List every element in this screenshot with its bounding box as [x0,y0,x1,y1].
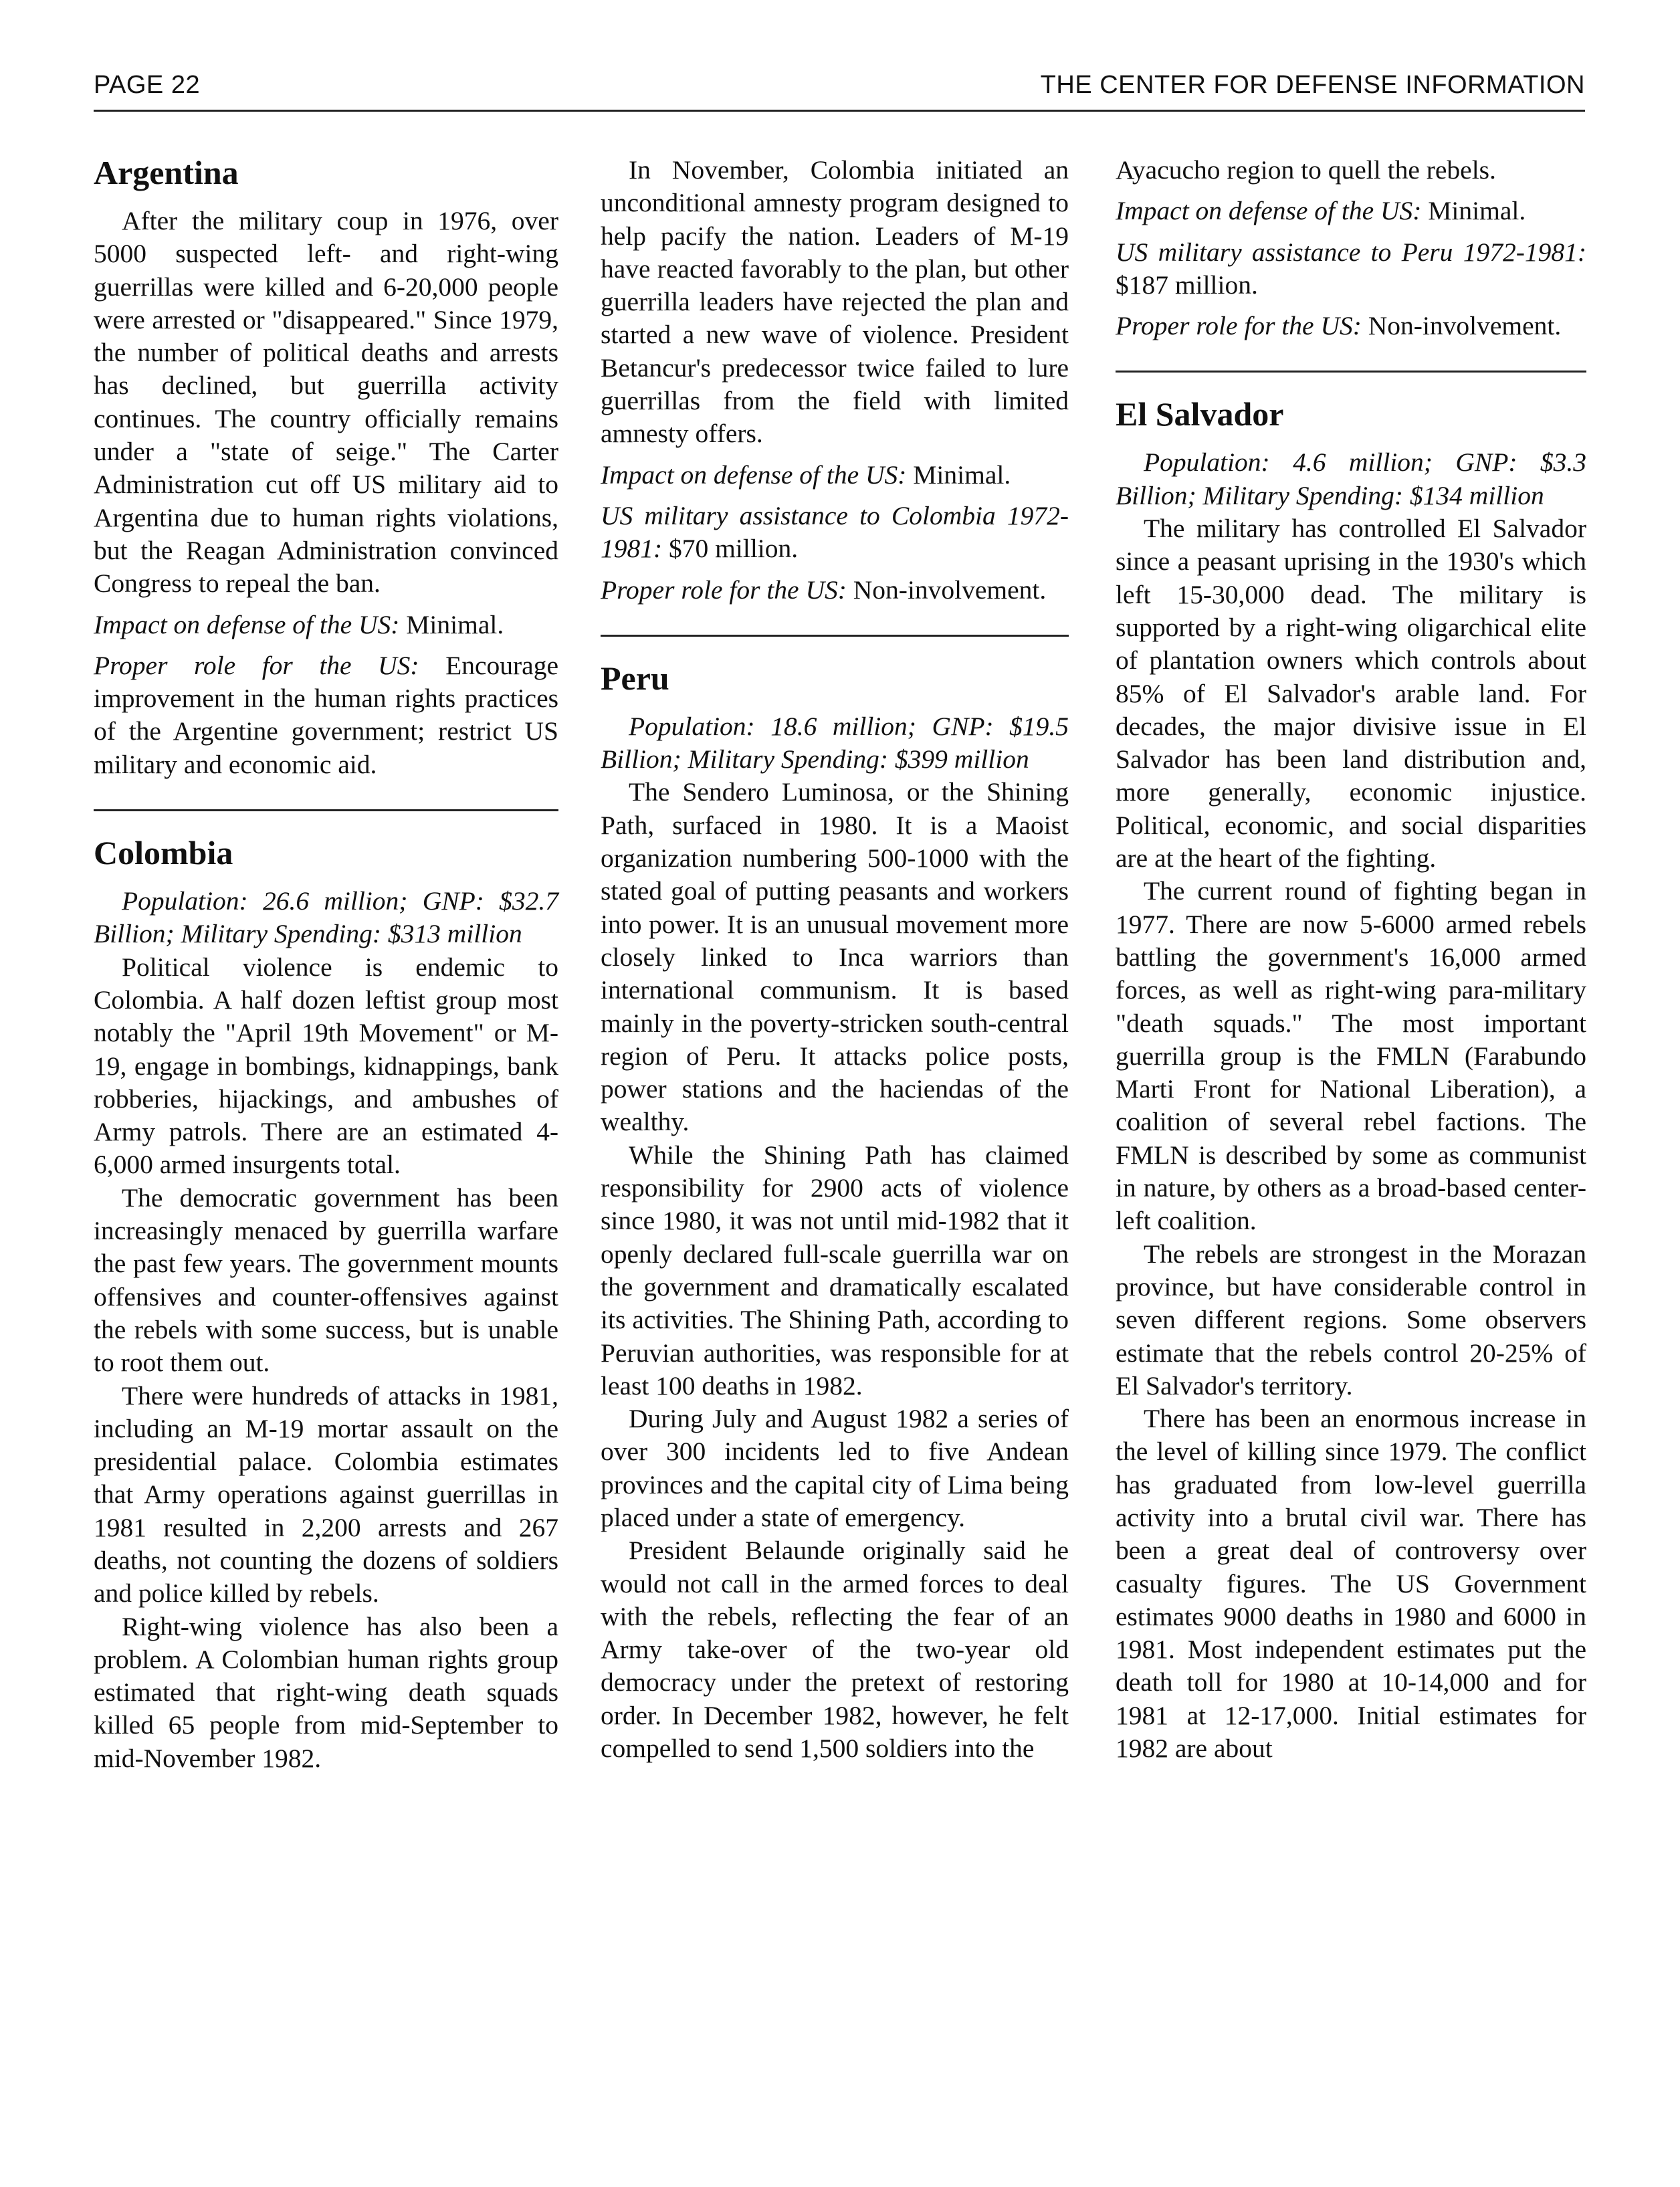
peru-impact [1116,195,1586,227]
peru-paragraph-1: The Sendero Luminosa, or the Shining Path, surfaced in 1980. It is a Maoist organization numbering 500-1000 with the stated goal of putting peasants and workers into power. It is an unusual movement more closely linked to Inca warriors than international communism. It is based mainly in the poverty-stricken south-central region of Peru. It attacks police posts, power stations and the haciendas of the wealthy. [601,777,1069,1137]
peru-paragraph-2: While the Shining Path has claimed responsibility for 2900 acts of violence since 1980, it was not until mid-1982 that it openly declared full-scale guerrilla war on the government and dramatically escalated its activities. The Shining Path, according to Peruvian authorities, was responsible for at least 100 deaths in 1982. [601,1140,1069,1400]
el-salvador-stats [1116,446,1586,512]
colombia-paragraph-3: There were hundreds of attacks in 1981, including an M-19 mortar assault on the presidential palace. Colombia estimates that Army operations against guerrillas in 1981 resulted in 2,200 arrests and 267 deaths, not counting the dozens of soldiers and police killed by rebels. [94,1380,558,1608]
peru-paragraph-3: During July and August 1982 a series of over 300 incidents led to five Andean provinces and the capital city of Lima being placed under a state of emergency. [601,1404,1069,1532]
peru-stats [601,710,1069,776]
colombia-role [601,574,1069,607]
colombia-paragraph-2: The democratic government has been increasingly menaced by guerrilla warfare the past few years. The government mounts offensives and counter-offensives against the rebels with some success, but is unable to root them out. [94,1182,558,1378]
peru-paragraph-4: President Belaunde originally said he would not call in the armed forces to deal with the rebels, reflecting the fear of an Army take-over of the two-year old democracy under the pretext of restoring order. In December 1982, however, he felt compelled to send 1,500 soldiers into the [601,1536,1069,1764]
section-title-el-salvador: El Salvador [1116,395,1284,433]
argentina-role-value: Encourage improvement in the human rights practices of the Argentine government; restrict US military and economic aid. [94,650,558,779]
argentina-impact-label: Impact on defense of the US: [94,609,400,639]
peru-assistance-value: $187 million. [1116,270,1258,300]
page-header [94,71,1585,112]
colombia-assistance-value: $70 million. [669,534,799,564]
peru-paragraph-4-end: Ayacucho region to quell the rebels. [1116,155,1496,185]
column-3 [1116,154,1586,1765]
peru-impact-label: Impact on defense of the US: [1116,196,1422,226]
section-divider [1116,371,1586,373]
publication-name: THE CENTER FOR DEFENSE INFORMATION [1040,71,1585,99]
section-divider [601,635,1069,637]
colombia-assistance-label: US military assistance to Colombia 1972-1981: [601,500,1069,564]
section-divider [94,809,558,811]
argentina-impact [94,609,558,641]
colombia-impact-value: Minimal. [913,459,1011,490]
argentina-impact-value: Minimal. [406,609,504,639]
peru-role [1116,310,1586,342]
peru-role-label: Proper role for the US: [1116,311,1362,341]
el-salvador-paragraph-3: The rebels are strongest in the Morazan province, but have considerable control in seven different regions. Some observers estimate that the rebels control 20-25% of El Salvador's territory. [1116,1239,1586,1400]
peru-role-value: Non-involvement. [1368,311,1562,341]
argentina-role-label: Proper role for the US: [94,650,419,680]
section-title-argentina: Argentina [94,154,239,191]
el-salvador-paragraph-4: There has been an enormous increase in the level of killing since 1979. The conflict has graduated from low-level guerrilla activity into a brutal civil war. There has been a great deal of controversy over casualty figures. The US Government estimates 9000 deaths in 1980 and 6000 in 1981. Most independent estimates put the death toll for 1980 at 10-14,000 and for 1981 at 12-17,000. Initial estimates for 1982 are about [1116,1404,1586,1764]
peru-impact-value: Minimal. [1428,196,1526,226]
el-salvador-stats-text: Population: 4.6 million; GNP: $3.3 Billion; Military Spending: $134 million [1116,447,1586,510]
section-title-peru: Peru [601,659,669,697]
colombia-paragraph-5: In November, Colombia initiated an unconditional amnesty program designed to help pacify the nation. Leaders of M-19 have reacted favorably to the plan, but other guerrilla leaders have rejected the plan and started a new wave of violence. President Betancur's predecessor twice failed to lure guerrillas from the field with limited amnesty offers. [601,155,1069,449]
colombia-paragraph-1: Political violence is endemic to Colombia. A half dozen leftist group most notably the "April 19th Movement" or M-19, engage in bombings, kidnappings, bank robberies, hijackings, and ambushes of Army patrols. There are an estimated 4-6,000 armed insurgents total. [94,952,558,1180]
page-number: PAGE 22 [94,71,201,99]
colombia-role-value: Non-involvement. [853,575,1047,605]
column-2 [601,154,1069,1765]
el-salvador-paragraph-1: The military has controlled El Salvador since a peasant uprising in the 1930's which left 15-30,000 dead. The military is supported by a right-wing oligarchical elite of plantation owners which controls about 85% of El Salvador's arable land. For decades, the major divisive issue in El Salvador has been land distribution and, more generally, economic injustice. Political, economic, and social disparities are at the heart of the fighting. [1116,514,1586,873]
colombia-paragraph-4: Right-wing violence has also been a problem. A Colombian human rights group estimated that right-wing death squads killed 65 people from mid-September to mid-November 1982. [94,1611,558,1773]
colombia-stats [94,885,558,951]
colombia-stats-text: Population: 26.6 million; GNP: $32.7 Billion; Military Spending: $313 million [94,886,558,949]
colombia-impact [601,459,1069,492]
peru-assistance [1116,236,1586,302]
argentina-role [94,649,558,781]
peru-stats-text: Population: 18.6 million; GNP: $19.5 Billion; Military Spending: $399 million [601,711,1069,774]
column-1 [94,154,558,1775]
colombia-assistance [601,500,1069,566]
el-salvador-paragraph-2: The current round of fighting began in 1977. There are now 5-6000 armed rebels battling the government's 16,000 armed forces, as well as right-wing para-military "death squads." The most important guerrilla group is the FMLN (Farabundo Marti Front for National Liberation), a coalition of several rebel factions. The FMLN is described by some as communist in nature, by others as a broad-based center-left coalition. [1116,876,1586,1236]
peru-assistance-label: US military assistance to Peru 1972-1981: [1116,237,1586,267]
colombia-role-label: Proper role for the US: [601,575,847,605]
colombia-impact-label: Impact on defense of the US: [601,459,907,490]
argentina-body: After the military coup in 1976, over 5000 suspected left- and right-wing guerrillas were killed and 6-20,000 people were arrested or "disappeared." Since 1979, the number of political deaths and arrests has declined, but guerrilla activity continues. The country officially remains under a "state of seige." The Carter Administration cut off US military aid to Argentina due to human rights violations, but the Reagan Administration convinced Congress to repeal the ban. [94,206,558,599]
section-title-colombia: Colombia [94,834,233,872]
